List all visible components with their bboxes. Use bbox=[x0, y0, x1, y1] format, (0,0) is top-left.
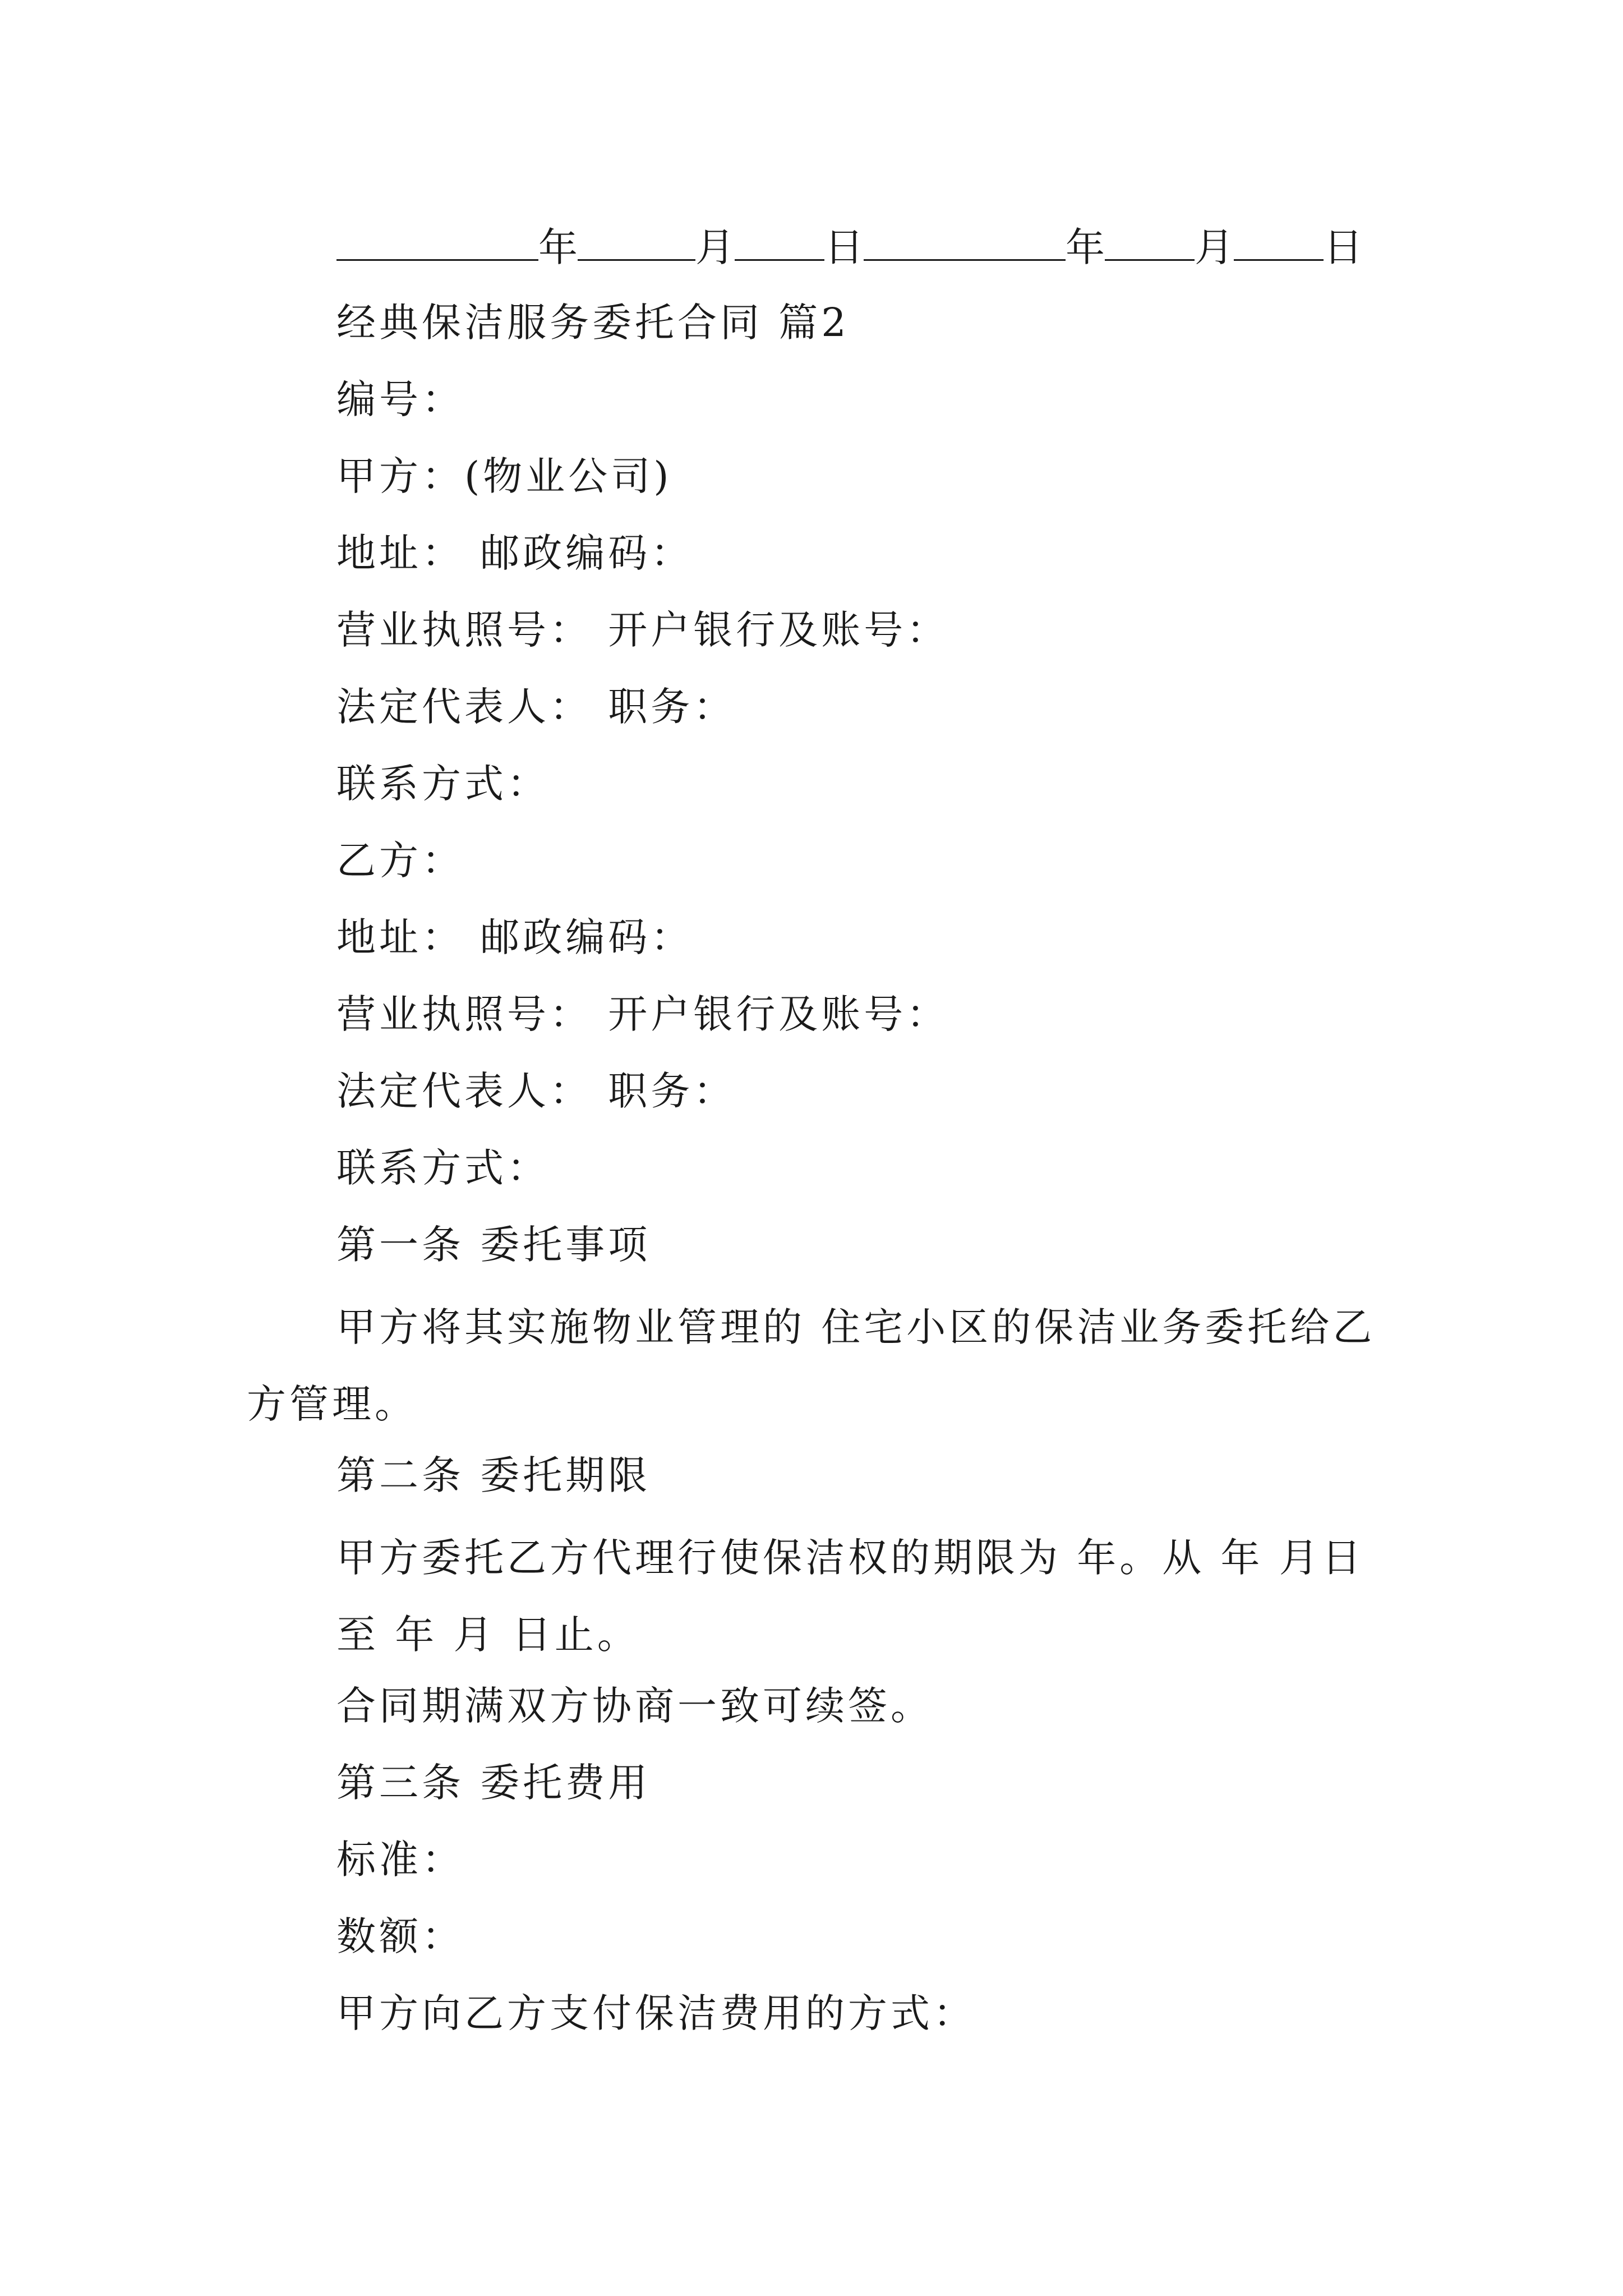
party-b-representative: 法定代表人： 职务： bbox=[336, 1068, 736, 1114]
fee-standard: 标准： bbox=[336, 1837, 464, 1883]
article-1-body: 甲方将其实施物业管理的 住宅小区的保洁业务委托给乙方管理。 bbox=[247, 1304, 1376, 1427]
party-b: 乙方： bbox=[336, 838, 464, 884]
article-1-title: 第一条 委托事项 bbox=[336, 1222, 651, 1268]
article-2-title: 第二条 委托期限 bbox=[336, 1452, 651, 1498]
day-label-2: 日 bbox=[1324, 224, 1363, 270]
month-label-2: 月 bbox=[1195, 224, 1234, 270]
party-a: 甲方：(物业公司) bbox=[336, 453, 672, 499]
month-label-1: 月 bbox=[695, 224, 735, 270]
day-label-1: 日 bbox=[824, 224, 864, 270]
month-blank-1[interactable] bbox=[578, 219, 695, 261]
article-2-renewal: 合同期满双方协商一致可续签。 bbox=[336, 1683, 933, 1729]
contract-heading: 经典保洁服务委托合同 篇2 bbox=[336, 300, 850, 346]
party-a-representative: 法定代表人： 职务： bbox=[336, 684, 736, 730]
payment-method: 甲方向乙方支付保洁费用的方式： bbox=[336, 1990, 976, 2036]
party-b-license: 营业执照号： 开户银行及账号： bbox=[336, 991, 949, 1037]
signature-date-row bbox=[336, 219, 1363, 273]
party-a-contact: 联系方式： bbox=[336, 761, 550, 807]
party-b-address: 地址： 邮政编码： bbox=[336, 914, 694, 960]
month-blank-2[interactable] bbox=[1105, 219, 1195, 261]
article-2-body: 甲方委托乙方代理行使保洁权的期限为 年。从 年 月日至 年 月 日止。 bbox=[336, 1535, 1364, 1658]
year-label-2: 年 bbox=[1066, 224, 1105, 270]
day-blank-2[interactable] bbox=[1234, 219, 1324, 261]
party-a-address: 地址： 邮政编码： bbox=[336, 530, 694, 576]
fee-amount: 数额： bbox=[336, 1913, 464, 1959]
party-b-contact: 联系方式： bbox=[336, 1145, 550, 1191]
article-3-title: 第三条 委托费用 bbox=[336, 1760, 651, 1806]
party-a-license: 营业执照号： 开户银行及账号： bbox=[336, 607, 949, 653]
year-blank-1[interactable] bbox=[336, 219, 538, 261]
contract-number: 编号： bbox=[336, 376, 464, 422]
year-label-1: 年 bbox=[538, 224, 578, 270]
day-blank-1[interactable] bbox=[735, 219, 824, 261]
year-blank-2[interactable] bbox=[864, 219, 1066, 261]
